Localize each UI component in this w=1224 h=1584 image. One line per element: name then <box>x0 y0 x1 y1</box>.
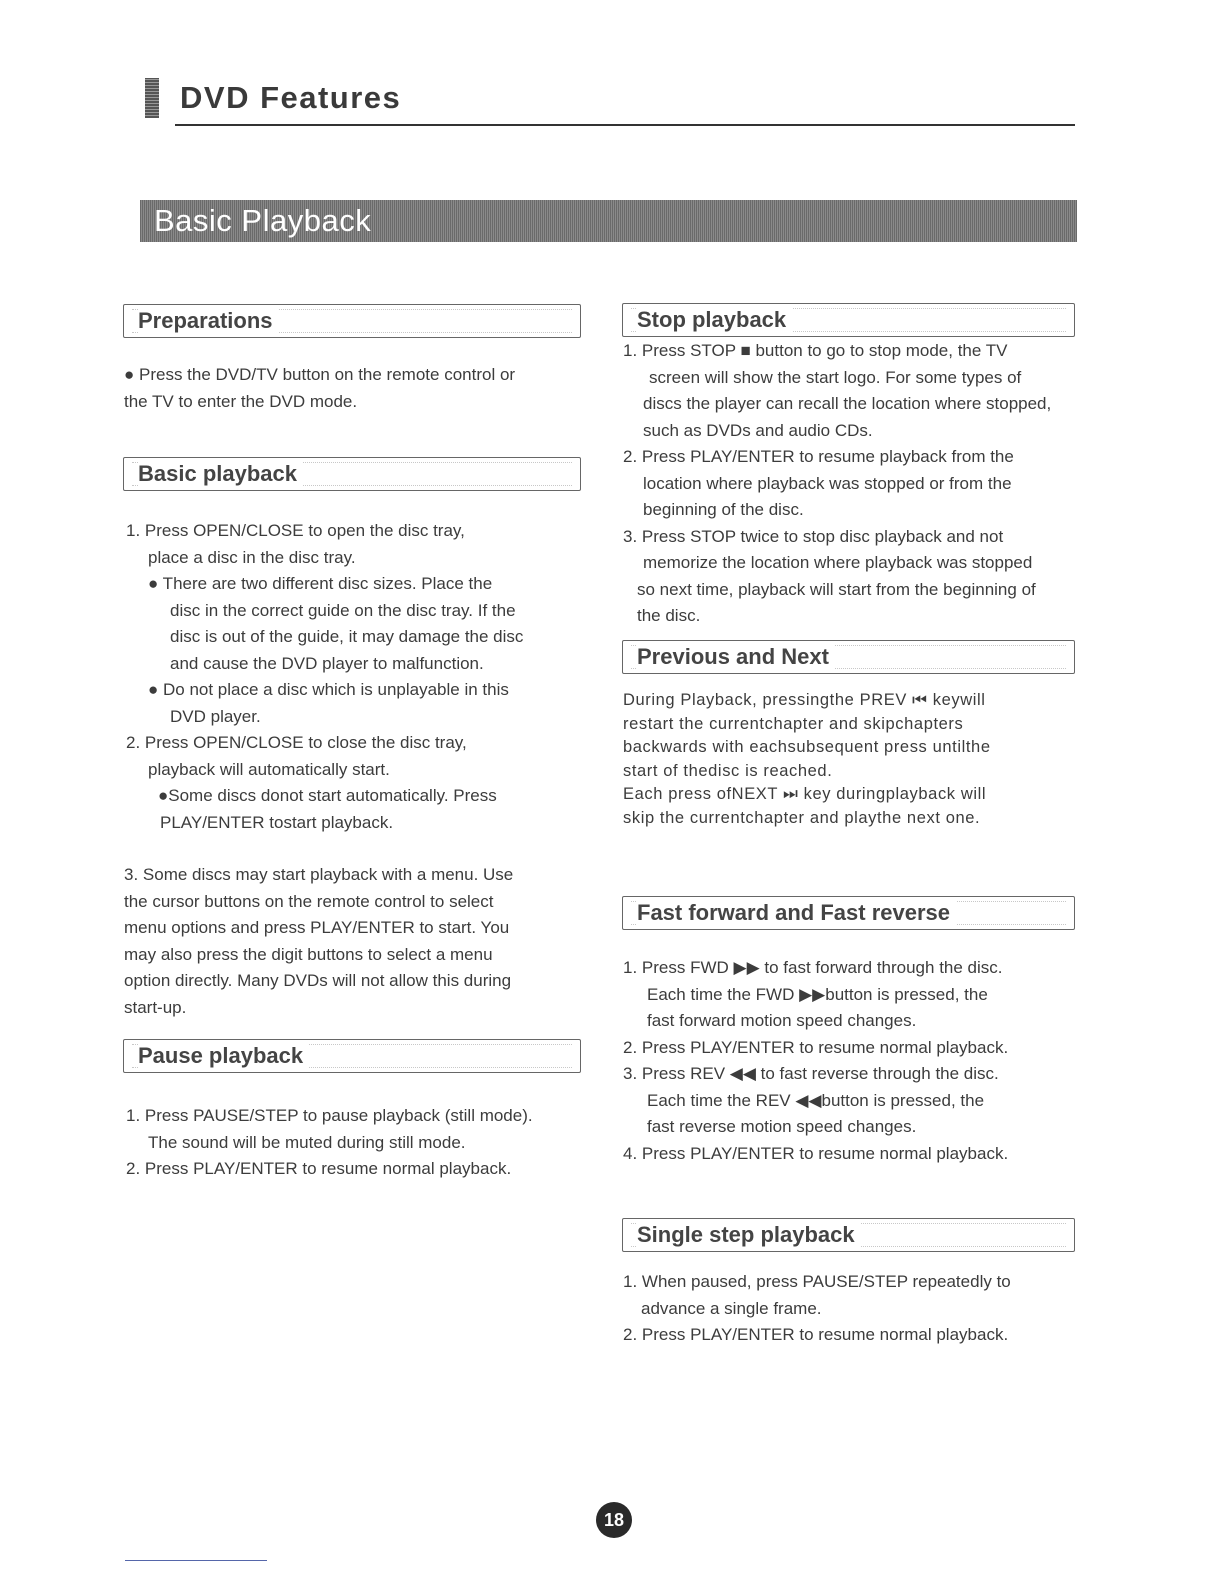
page-title: DVD Features <box>180 80 402 115</box>
single-step-heading <box>622 1218 1075 1252</box>
text-line: place a disc in the disc tray. <box>148 547 356 567</box>
banner-title: Basic Playback <box>154 203 372 238</box>
basic-playback-title: Basic playback <box>138 461 303 487</box>
text-line: 3. Press STOP twice to stop disc playback and not <box>623 526 1004 546</box>
previous-next-heading <box>622 640 1075 674</box>
text-line: start of thedisc is reached. <box>623 761 833 780</box>
fast-forward-reverse-title: Fast forward and Fast reverse <box>637 900 956 926</box>
text-line: ● Press the DVD/TV button on the remote control or <box>124 365 516 384</box>
basic-playback-text <box>126 518 596 836</box>
text-line: menu options and press PLAY/ENTER to start. You <box>124 918 510 937</box>
text-line: the TV to enter the DVD mode. <box>124 391 358 411</box>
text-line: fast reverse motion speed changes. <box>647 1117 917 1136</box>
text-line: During Playback, pressingthe PREV ⏮ keywill <box>623 691 986 709</box>
pause-playback-title: Pause playback <box>138 1043 309 1069</box>
footer-rule <box>125 1560 267 1561</box>
preparations-text <box>124 362 594 415</box>
text-line: 1. Press OPEN/CLOSE to open the disc tray, <box>126 521 465 540</box>
text-line: 2. Press PLAY/ENTER to resume normal playback. <box>623 1325 1009 1344</box>
text-line: location where playback was stopped or from the <box>643 473 1012 493</box>
menu-start-text <box>124 862 599 1021</box>
basic-playback-heading <box>123 457 581 491</box>
text-line: disc in the correct guide on the disc tray. If the <box>170 600 516 620</box>
text-line: may also press the digit buttons to select a menu <box>124 944 493 964</box>
text-line: 2. Press PLAY/ENTER to resume playback from the <box>623 447 1014 466</box>
text-line: ● Do not place a disc which is unplayable in this <box>148 680 509 699</box>
text-line: 3. Some discs may start playback with a menu. Use <box>124 865 514 884</box>
header-marker <box>145 78 159 118</box>
text-line: PLAY/ENTER tostart playback. <box>160 812 394 832</box>
text-line: 3. Press REV ◀◀ to fast reverse through the disc. <box>623 1064 999 1083</box>
text-line: so next time, playback will start from the beginning of <box>637 579 1036 599</box>
preparations-heading <box>123 304 581 338</box>
text-line: 1. Press FWD ▶▶ to fast forward through the disc. <box>623 958 1003 977</box>
text-line: 2. Press PLAY/ENTER to resume normal playback. <box>126 1159 512 1178</box>
text-line: The sound will be muted during still mode. <box>148 1132 466 1152</box>
text-line: the cursor buttons on the remote control to select <box>124 891 494 911</box>
header-rule <box>175 124 1075 126</box>
fast-forward-reverse-text <box>623 955 1103 1167</box>
single-step-text <box>623 1269 1103 1349</box>
fast-forward-reverse-heading <box>622 896 1075 930</box>
preparations-title: Preparations <box>138 308 279 334</box>
text-line: backwards with eachsubsequent press untilthe <box>623 738 991 756</box>
page-number: 18 <box>596 1502 632 1538</box>
previous-next-title: Previous and Next <box>637 644 835 670</box>
text-line: playback will automatically start. <box>148 759 390 779</box>
text-line: ● There are two different disc sizes. Place the <box>148 574 493 593</box>
previous-next-text <box>623 689 1093 830</box>
section-banner <box>140 200 1077 242</box>
text-line: advance a single frame. <box>641 1298 822 1318</box>
text-line: beginning of the disc. <box>643 500 804 519</box>
single-step-title: Single step playback <box>637 1222 861 1248</box>
text-line: the disc. <box>637 606 701 625</box>
text-line: memorize the location where playback was stopped <box>643 553 1033 572</box>
text-line: 2. Press PLAY/ENTER to resume normal playback. <box>623 1037 1009 1057</box>
text-line: 4. Press PLAY/ENTER to resume normal playback. <box>623 1143 1009 1163</box>
text-line: start-up. <box>124 997 187 1017</box>
text-line: discs the player can recall the location where stopped, <box>643 394 1052 413</box>
text-line: 1. Press PAUSE/STEP to pause playback (still mode). <box>126 1106 533 1125</box>
text-line: 2. Press OPEN/CLOSE to close the disc tray, <box>126 733 467 752</box>
text-line: ●Some discs donot start automatically. Press <box>158 786 497 805</box>
text-line: screen will show the start logo. For some types of <box>649 367 1022 387</box>
text-line: and cause the DVD player to malfunction. <box>170 653 484 673</box>
text-line: restart the currentchapter and skipchapters <box>623 714 964 733</box>
page-header <box>145 78 1075 128</box>
stop-playback-title: Stop playback <box>637 307 792 333</box>
text-line: 1. Press STOP ■ button to go to stop mode, the TV <box>623 341 1008 360</box>
pause-playback-heading <box>123 1039 581 1073</box>
text-line: Each press ofNEXT ⏭ key duringplayback will <box>623 785 987 803</box>
text-line: 1. When paused, press PAUSE/STEP repeatedly to <box>623 1272 1011 1291</box>
pause-playback-text <box>126 1103 606 1183</box>
text-line: DVD player. <box>170 706 261 726</box>
stop-playback-text <box>623 338 1118 630</box>
text-line: option directly. Many DVDs will not allow this during <box>124 971 512 990</box>
text-line: fast forward motion speed changes. <box>647 1011 917 1030</box>
text-line: disc is out of the guide, it may damage the disc <box>170 627 524 646</box>
text-line: Each time the FWD ▶▶button is pressed, the <box>647 984 988 1004</box>
stop-playback-heading <box>622 303 1075 337</box>
text-line: skip the currentchapter and playthe next one. <box>623 808 981 827</box>
text-line: Each time the REV ◀◀button is pressed, the <box>647 1090 985 1110</box>
text-line: such as DVDs and audio CDs. <box>643 420 873 440</box>
